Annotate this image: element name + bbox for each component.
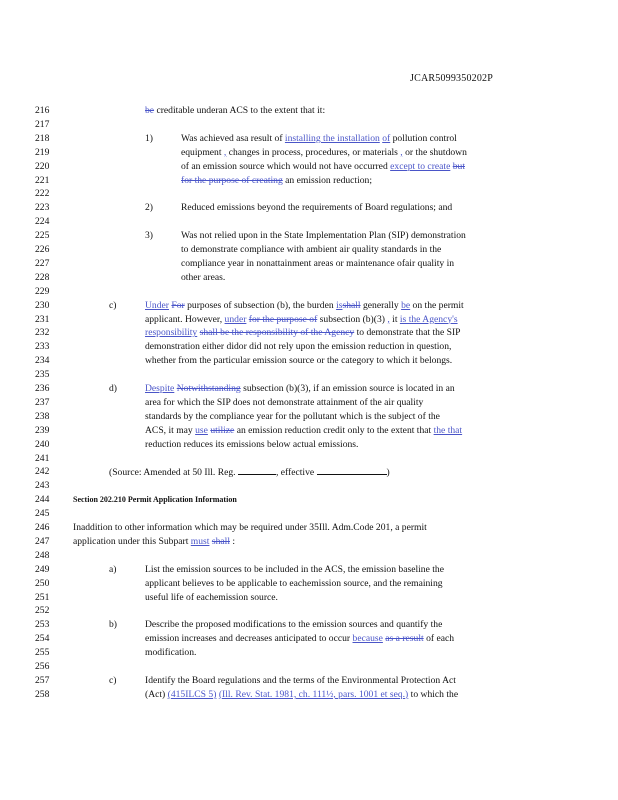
plain-text: ) [386, 467, 390, 479]
line-text [181, 257, 454, 271]
line-number: 231 [35, 313, 50, 325]
inserted-text: , [400, 146, 403, 158]
line-text [109, 382, 117, 396]
line-text [145, 424, 462, 438]
line-number: 255 [35, 647, 50, 659]
line-number: 235 [35, 369, 50, 381]
plain-text: c) [109, 674, 117, 686]
blank-field [317, 465, 387, 475]
plain-text: d) [109, 383, 117, 394]
deleted-text: utilize [210, 424, 235, 436]
document-line [0, 340, 618, 354]
inserted-text: Despite [145, 383, 175, 394]
plain-text: changes in process, procedures, or materials [226, 146, 401, 158]
line-text [181, 243, 441, 257]
deleted-text: as a result [385, 633, 424, 645]
plain-text: Section 202.210 Permit Application Information [73, 495, 237, 505]
line-text [145, 354, 452, 368]
inserted-text: installing the installation [284, 132, 380, 144]
line-number: 242 [35, 466, 50, 478]
deleted-text: be [145, 105, 155, 116]
line-number: 254 [35, 633, 50, 645]
line-text [145, 646, 196, 660]
plain-text: demonstration either didor did not rely upon the emission reduction in question, [145, 341, 452, 353]
line-text [145, 340, 451, 354]
plain-text: Describe the proposed modifications to the emission sources and quantify the [145, 619, 443, 631]
plain-text: equipment [181, 146, 224, 158]
document-line [0, 521, 618, 535]
document-line [0, 174, 618, 188]
document-line [0, 368, 618, 382]
inserted-text: (415ILCS 5) [167, 688, 217, 700]
line-number: 219 [35, 146, 50, 158]
plain-text: compliance year in nonattainment areas or maintenance ofair quality in [181, 257, 455, 269]
line-text [73, 535, 235, 549]
plain-text: Was achieved asa result of [181, 132, 285, 144]
line-number: 232 [35, 327, 50, 339]
line-number: 236 [35, 383, 50, 394]
line-number: 230 [35, 299, 50, 311]
plain-text: to demonstrate compliance with ambient air quality standards in the [181, 244, 442, 255]
line-number: 229 [35, 285, 50, 297]
line-number: 250 [35, 577, 50, 589]
document-line [0, 549, 618, 563]
document-line [0, 118, 618, 132]
plain-text: , effective [275, 467, 317, 479]
plain-text: a) [109, 563, 117, 575]
line-text [145, 132, 153, 146]
document-line [0, 132, 618, 146]
deleted-text: but [452, 160, 465, 172]
line-text [145, 382, 455, 396]
plain-text: modification. [145, 647, 197, 659]
inserted-text: because [352, 633, 383, 645]
line-number: 227 [35, 257, 50, 269]
line-text [109, 465, 390, 480]
plain-text: applicant believes to be applicable to eachemission source, and the remaining [145, 577, 443, 589]
deleted-text: shall be the responsibility of the Agency [199, 327, 355, 339]
document-line [0, 660, 618, 674]
document-line [0, 326, 618, 340]
line-number: 256 [35, 661, 50, 672]
line-number: 245 [35, 508, 50, 520]
line-number: 244 [35, 494, 50, 506]
document-line [0, 243, 618, 257]
plain-text: List the emission sources to be included in the ACS, the emission baseline the [145, 563, 444, 575]
plain-text: other areas. [181, 271, 226, 283]
line-number: 233 [35, 341, 50, 353]
inserted-text: use [195, 424, 208, 436]
plain-text: creditable underan ACS to the extent that it: [154, 105, 326, 116]
plain-text: on the permit [410, 299, 464, 311]
line-text [145, 396, 423, 410]
document-line [0, 535, 618, 549]
plain-text: emission increases and decreases anticipated to occur [145, 633, 353, 645]
inserted-text: must [190, 535, 210, 547]
plain-text: area for which the SIP does not demonstrate attainment of the air quality [145, 396, 424, 408]
document-line [0, 160, 618, 174]
line-text [145, 591, 278, 605]
line-number: 258 [35, 688, 50, 700]
document-line [0, 396, 618, 410]
line-text [109, 563, 116, 577]
line-number: 237 [35, 396, 50, 408]
inserted-text: of [382, 132, 391, 144]
inserted-text: is the Agency's [399, 313, 458, 325]
line-number: 252 [35, 605, 50, 617]
line-text [145, 618, 442, 632]
line-number: 224 [35, 216, 50, 228]
line-text [145, 438, 358, 452]
line-text [109, 299, 116, 313]
line-number: 221 [35, 174, 50, 186]
line-number: 234 [35, 355, 50, 367]
section-heading [73, 493, 237, 507]
document-line [0, 646, 618, 660]
line-text [181, 146, 467, 160]
deleted-text: shall [342, 299, 361, 311]
plain-text: an emission reduction; [282, 174, 373, 186]
document-line [0, 632, 618, 646]
inserted-text: (Ill. Rev. Stat. 1981, ch. 111½, pars. 1001 et seq.) [218, 688, 409, 700]
plain-text: Identify the Board regulations and the terms of the Environmental Protection Act [145, 674, 456, 686]
line-text [145, 326, 461, 340]
document-line [0, 201, 618, 215]
line-text [145, 563, 444, 577]
plain-text: reduction reduces its emissions below actual emissions. [145, 438, 359, 450]
line-number: 216 [35, 105, 50, 116]
blank-field [238, 465, 276, 475]
plain-text: Was not relied upon in the State Implementation Plan (SIP) demonstration [181, 230, 466, 242]
document-line [0, 674, 618, 688]
line-text [181, 201, 452, 215]
line-number: 240 [35, 438, 50, 450]
document-line [0, 577, 618, 591]
line-text [181, 160, 465, 174]
deleted-text: Notwithstanding [176, 383, 241, 394]
document-line [0, 618, 618, 632]
plain-text: to which the [408, 688, 459, 700]
plain-text: of an emission source which would not have occurred [181, 160, 391, 172]
plain-text: whether from the particular emission source or the category to which it belongs. [145, 355, 453, 367]
line-number: 243 [35, 480, 50, 492]
document-line [0, 465, 618, 479]
plain-text: generally [360, 299, 402, 311]
plain-text: applicant. However, [145, 313, 225, 325]
plain-text: Inaddition to other information which may be required under 35Ill. Adm.Code 201, a permit [73, 522, 427, 533]
inserted-text: responsibility [145, 327, 198, 339]
document-id-header: JCAR5099350202P [410, 73, 494, 84]
line-text [145, 577, 443, 591]
line-number: 217 [35, 118, 50, 130]
line-number: 248 [35, 549, 50, 561]
line-text [73, 521, 427, 535]
line-number: 247 [35, 535, 50, 547]
plain-text: Reduced emissions beyond the requirements of Board regulations; and [181, 202, 453, 214]
plain-text: useful life of eachemission source. [145, 591, 278, 603]
plain-text: pollution control [390, 132, 457, 144]
inserted-text: the that [433, 424, 463, 436]
line-number: 239 [35, 424, 50, 436]
plain-text: 3) [145, 230, 153, 242]
inserted-text: , [223, 146, 227, 158]
document-line [0, 563, 618, 577]
plain-text: of each [423, 633, 455, 645]
document-line [0, 313, 618, 327]
document-line [0, 479, 618, 493]
plain-text: : [229, 535, 236, 547]
line-text [145, 410, 440, 424]
plain-text: c) [109, 299, 117, 311]
document-line [0, 382, 618, 396]
plain-text: an emission reduction credit only to the extent that [234, 424, 434, 436]
document-line [0, 354, 618, 368]
line-number: 253 [35, 619, 50, 631]
document-line [0, 424, 618, 438]
document-line [0, 410, 618, 424]
document-line [0, 229, 618, 243]
line-text [145, 632, 454, 646]
plain-text: ACS, it may [145, 424, 196, 436]
deleted-text: for the purpose of [248, 313, 318, 325]
document-line [0, 438, 618, 452]
line-text [181, 132, 457, 146]
plain-text: 2) [145, 202, 153, 214]
line-text [145, 313, 458, 327]
document-line [0, 285, 618, 299]
plain-text: (Source: Amended at 50 Ill. Reg. [109, 467, 238, 479]
plain-text: purposes of subsection (b), the burden [184, 299, 337, 311]
plain-text: to demonstrate that the SIP [354, 327, 461, 339]
line-text [109, 618, 117, 632]
line-number: 241 [35, 452, 50, 464]
line-number: 228 [35, 271, 50, 283]
line-text [145, 104, 325, 118]
plain-text: (Act) [145, 688, 168, 700]
line-number: 220 [35, 160, 50, 172]
plain-text: b) [109, 619, 117, 631]
plain-text: subsection (b)(3), if an emission source is located in an [240, 383, 455, 394]
deleted-text: for the purpose of creating [181, 174, 283, 186]
line-number: 246 [35, 522, 50, 533]
line-text [181, 174, 372, 188]
document-line [0, 604, 618, 618]
plain-text: it [389, 313, 400, 325]
document-line [0, 215, 618, 229]
document-line [0, 688, 618, 702]
document-line [0, 591, 618, 605]
deleted-text: shall [211, 535, 230, 547]
plain-text: 1) [145, 132, 153, 144]
document-line [0, 507, 618, 521]
deleted-text: For [171, 299, 185, 311]
line-number: 222 [35, 188, 50, 200]
document-line [0, 104, 618, 118]
document-line [0, 493, 618, 507]
document-line [0, 271, 618, 285]
document-line [0, 187, 618, 201]
plain-text: or the shutdown [402, 146, 467, 158]
line-number: 225 [35, 230, 50, 242]
line-number: 238 [35, 410, 50, 422]
inserted-text: Under [145, 299, 169, 311]
inserted-text: , [387, 313, 390, 325]
line-text [145, 674, 456, 688]
inserted-text: be [401, 299, 411, 311]
line-text [145, 201, 153, 215]
document-line [0, 299, 618, 313]
plain-text: application under this Subpart [73, 535, 191, 547]
inserted-text: under [224, 313, 247, 325]
document-line [0, 146, 618, 160]
document-line [0, 257, 618, 271]
line-text [109, 674, 116, 688]
line-number: 218 [35, 132, 50, 144]
plain-text: subsection (b)(3) [317, 313, 388, 325]
document-line [0, 452, 618, 466]
inserted-text: is [336, 299, 343, 311]
inserted-text: except to create [390, 160, 451, 172]
line-number: 251 [35, 591, 50, 603]
line-text [145, 229, 153, 243]
line-text [181, 271, 225, 285]
plain-text: standards by the compliance year for the pollutant which is the subject of the [145, 410, 440, 422]
line-number: 249 [35, 563, 50, 575]
line-text [181, 229, 466, 243]
line-number: 257 [35, 674, 50, 686]
line-number: 226 [35, 244, 50, 255]
line-text [145, 299, 464, 313]
line-text [145, 688, 458, 702]
line-number: 223 [35, 202, 50, 214]
